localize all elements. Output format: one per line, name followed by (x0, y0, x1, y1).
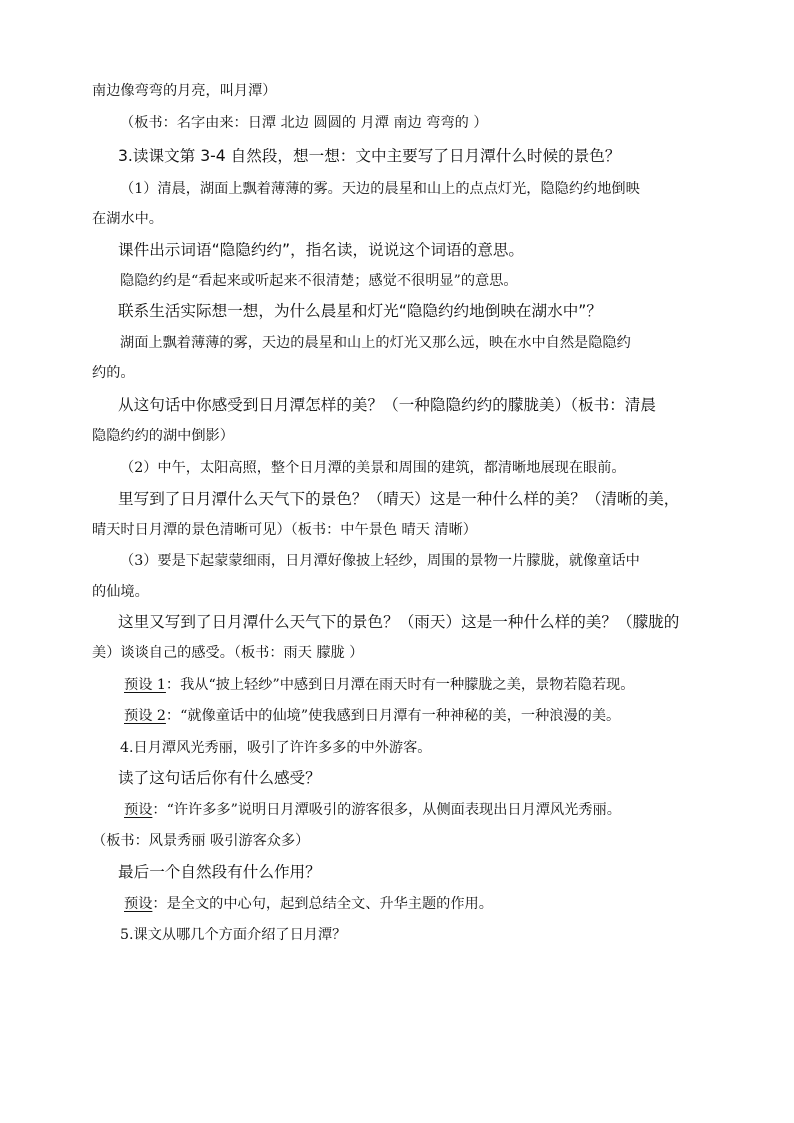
text-line: （1）清晨，湖面上飘着薄薄的雾。天边的晨星和山上的点点灯光，隐隐约约地倒映 (120, 181, 640, 197)
text-line: 联系生活实际想一想，为什么晨星和灯光“隐隐约约地倒映在湖水中”？ (118, 302, 602, 320)
text-line: 从这句话中你感受到日月潭怎样的美？（一种隐隐约约的朦胧美）（板书：清晨 (118, 396, 656, 414)
text-line: 的仙境。 (92, 584, 149, 600)
preset-label: 预设 2 (124, 708, 166, 724)
preset-line (124, 893, 493, 913)
text-line: 这里又写到了日月潭什么天气下的景色？（雨天）这是一种什么样的美？（朦胧的 (118, 613, 680, 631)
text-line: 约的。 (92, 365, 135, 381)
board-note: （板书：风景秀丽 吸引游客众多） (92, 833, 310, 849)
text-line: 课件出示词语“隐隐约约”，指名读，说说这个词语的意思。 (118, 241, 525, 259)
preset-line (124, 799, 621, 819)
preset-label: 预设 (124, 896, 153, 912)
preset-text: ：我从“披上轻纱”中感到日月潭在雨天时有一种朦胧之美，景物若隐若现。 (165, 677, 635, 693)
board-note: （板书：名字由来：日潭 北边 圆圆的 月潭 南边 弯弯的 ） (120, 115, 488, 131)
preset-text: ：是全文的中心句，起到总结全文、升华主题的作用。 (152, 896, 493, 912)
text-line: 读了这句话后你有什么感受？ (118, 769, 321, 787)
text-line: 隐隐约约是“看起来或听起来不很清楚；感觉不很明显”的意思。 (120, 273, 518, 289)
text-line: 隐隐约约的湖中倒影） (92, 428, 234, 444)
preset-label: 预设 (124, 802, 153, 818)
text-line: 最后一个自然段有什么作用？ (118, 863, 321, 881)
text-line: 南边像弯弯的月亮，叫月潭） (92, 83, 277, 99)
preset-text: ：“许许多多”说明日月潭吸引的游客很多，从侧面表现出日月潭风光秀丽。 (152, 802, 621, 818)
preset-line (124, 705, 620, 725)
text-line: （3）要是下起蒙蒙细雨，日月潭好像披上轻纱，周围的景物一片朦胧，就像童话中 (120, 553, 640, 569)
text-line: 里写到了日月潭什么天气下的景色？（晴天）这是一种什么样的美？（清晰的美， (118, 490, 680, 508)
text-line: （2）中午，太阳高照，整个日月潭的美景和周围的建筑，都清晰地展现在眼前。 (120, 460, 626, 476)
question-4: 4.日月潭风光秀丽，吸引了许许多多的中外游客。 (120, 740, 432, 756)
preset-label: 预设 1 (124, 677, 166, 693)
text-line: 美）谈谈自己的感受。（板书：雨天 朦胧 ） (92, 645, 364, 661)
text-line: 湖面上飘着薄薄的雾，天边的晨星和山上的灯光又那么远，映在水中自然是隐隐约 (120, 335, 631, 351)
preset-text: ：“就像童话中的仙境”使我感到日月潭有一种神秘的美，一种浪漫的美。 (165, 708, 621, 724)
text-line: 晴天时日月潭的景色清晰可见）（板书：中午景色 晴天 清晰） (92, 522, 477, 538)
question-3: 3.读课文第 3-4 自然段，想一想：文中主要写了日月潭什么时候的景色？ (118, 147, 621, 165)
question-5: 5.课文从哪几个方面介绍了日月潭？ (120, 927, 347, 943)
text-line: 在湖水中。 (92, 211, 163, 227)
preset-line (124, 674, 634, 694)
